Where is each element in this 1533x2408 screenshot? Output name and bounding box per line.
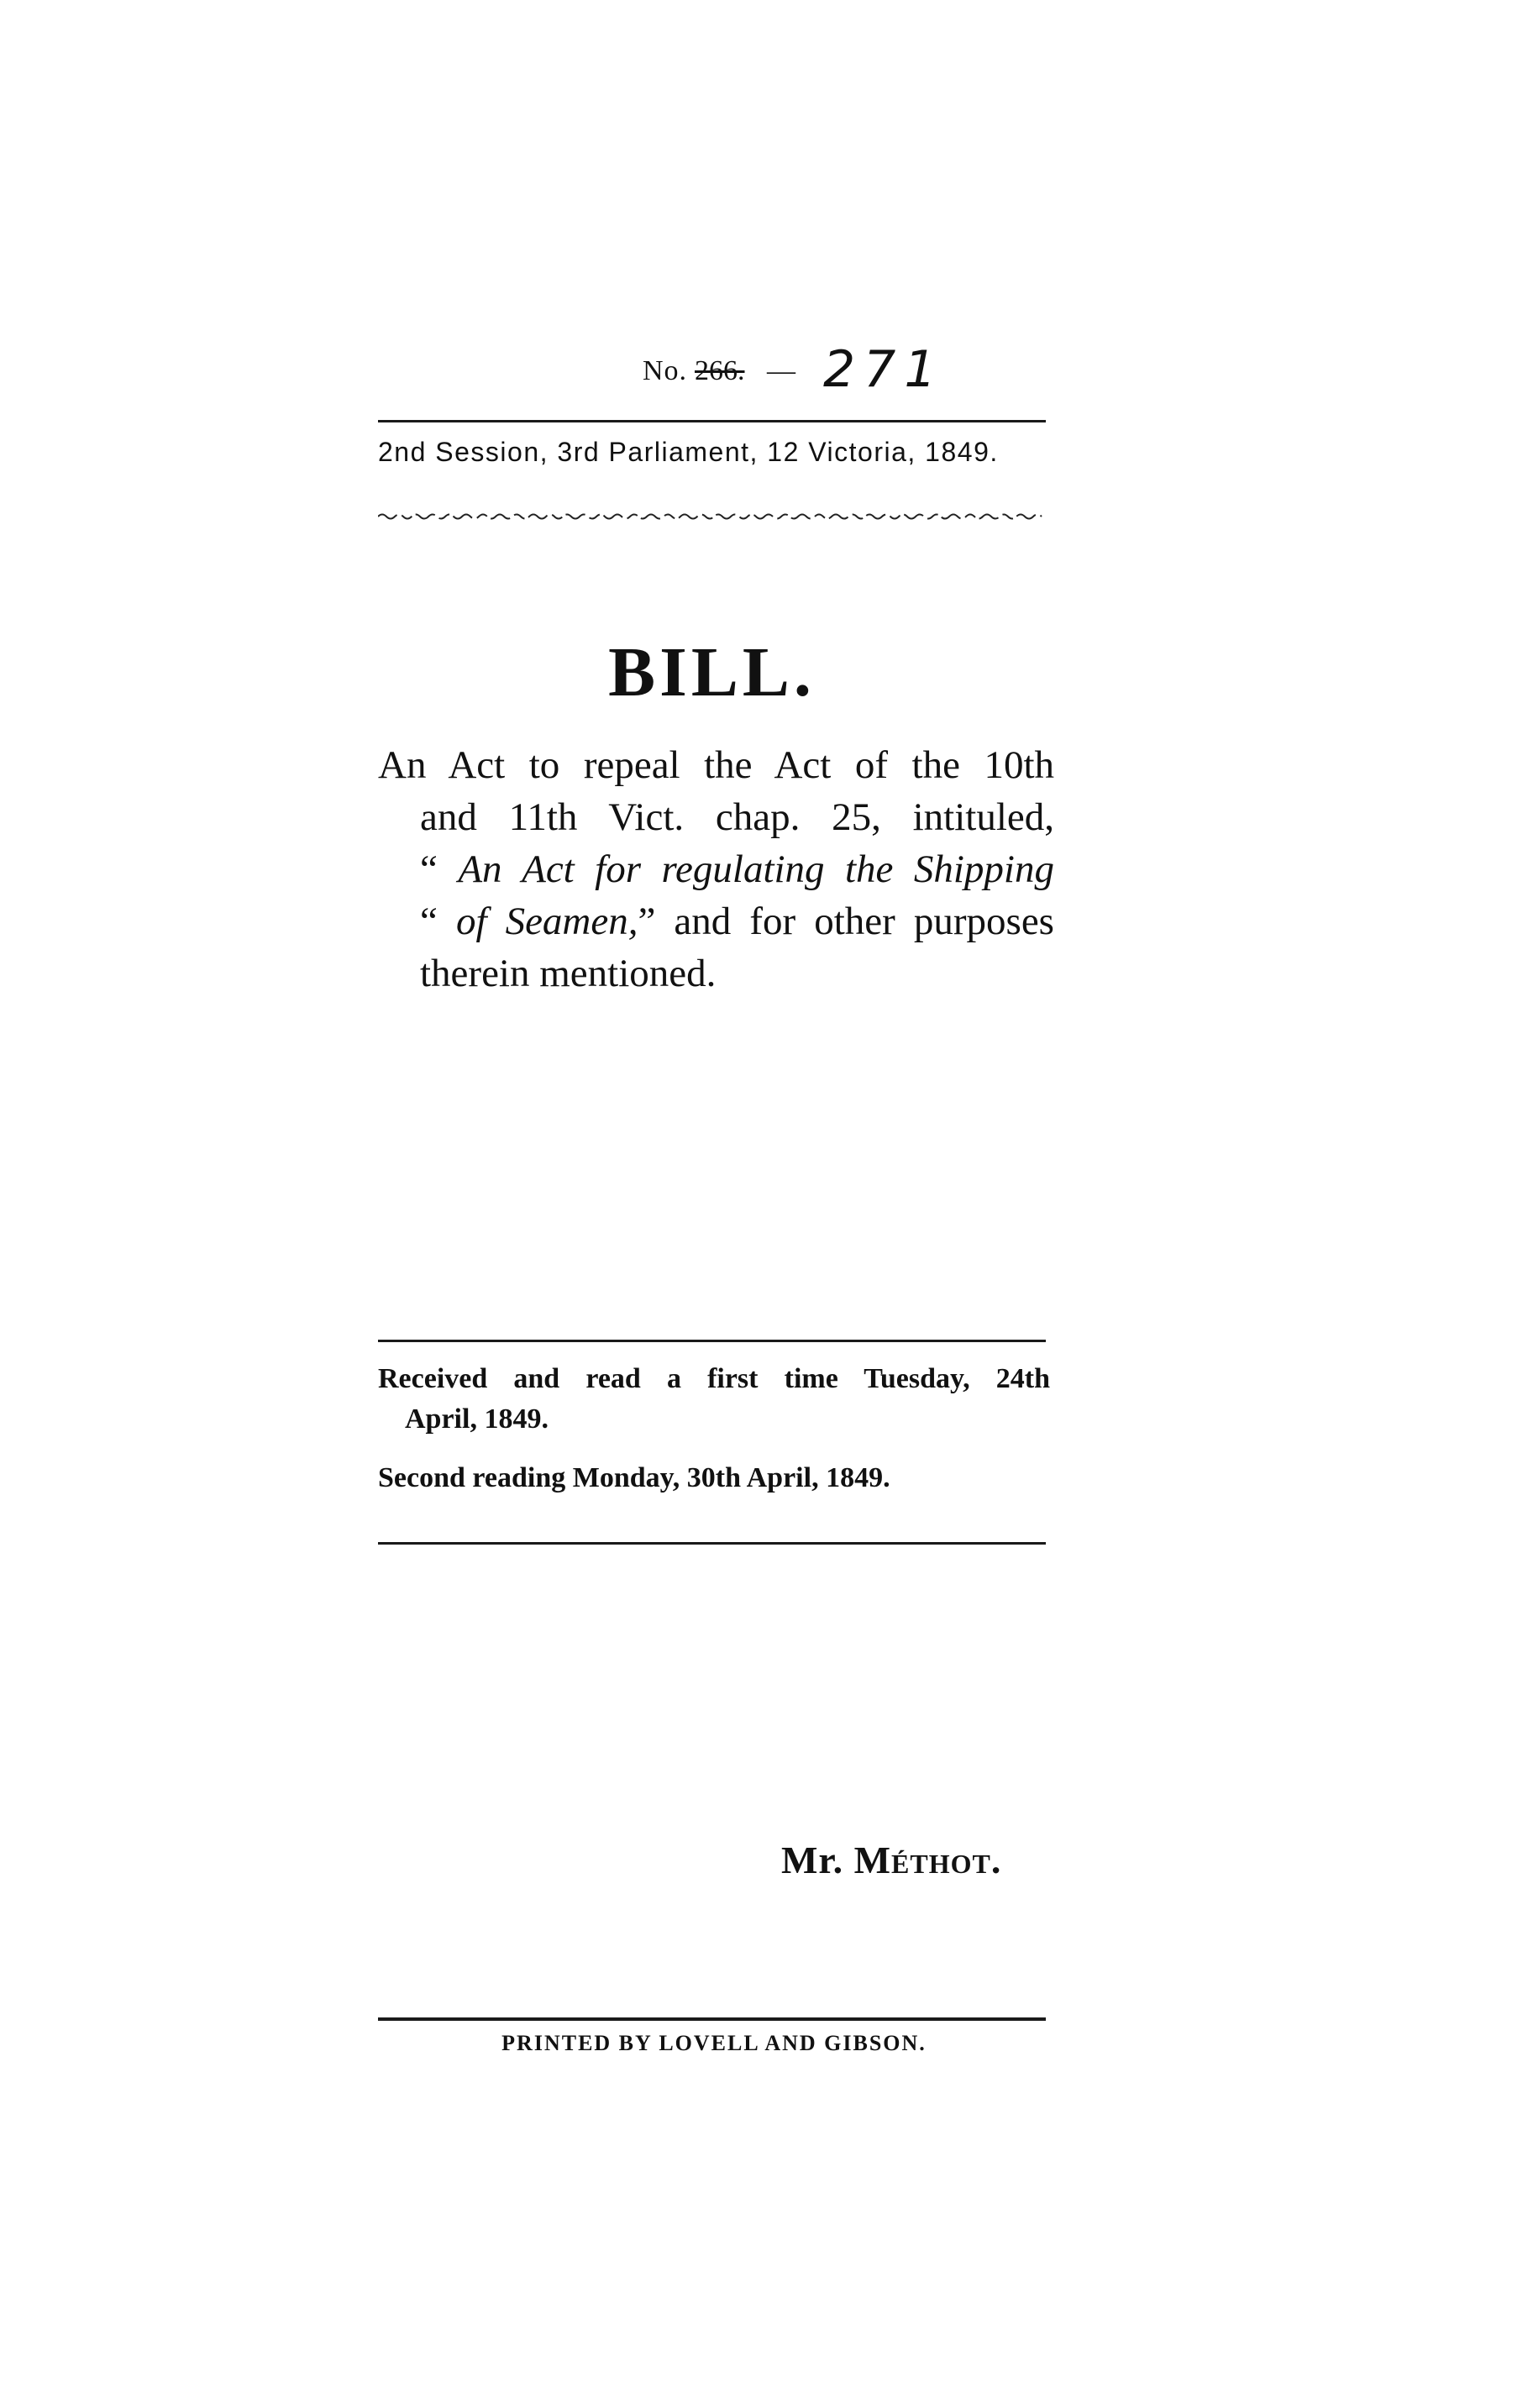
member-prefix: Mr. [781,1839,854,1881]
act-description [378,739,1054,999]
description-line-5: therein mentioned. [420,952,717,995]
printer-line: PRINTED BY LOVELL AND GIBSON. [501,2031,927,2055]
session-line: 2nd Session, 3rd Parliament, 12 Victoria, 1849. [378,437,999,467]
printer-rule [378,2017,1046,2021]
first-reading-line-1: Received and read a first time Tuesday, 24th [378,1363,1050,1394]
reading-block [378,1359,1050,1498]
bill-number-dash: — [767,355,795,386]
description-line-4-rest: ” and for other purposes [638,900,1054,943]
handwritten-bill-number: 271 [823,340,945,399]
top-rule [378,420,1046,422]
description-line-3 [378,843,1054,895]
act-title-part-1: An Act for regulating the Shipping [458,847,1054,891]
first-reading-line-2: April, 1849. [405,1403,549,1435]
bill-number [643,340,1029,407]
act-title-part-2: of Seamen, [455,900,638,943]
struck-bill-number: 266. [695,355,745,386]
description-line-1: An Act to repeal the Act of the 10th [378,743,1054,787]
open-quote-3: “ [420,847,459,891]
wavy-rule [378,511,1046,522]
description-line-4 [378,895,1054,947]
description-line-2: and 11th Vict. chap. 25, intituled, [420,795,1054,839]
bill-title: BILL. [608,633,816,711]
second-reading: Second reading Monday, 30th April, 1849. [378,1462,890,1493]
reading-top-rule [378,1340,1046,1342]
reading-bottom-rule [378,1542,1046,1545]
bill-number-label: No. [643,355,688,386]
member-name [781,1838,1117,1882]
open-quote-4: “ [420,900,456,943]
member-surname: Méthot. [853,1839,1002,1881]
